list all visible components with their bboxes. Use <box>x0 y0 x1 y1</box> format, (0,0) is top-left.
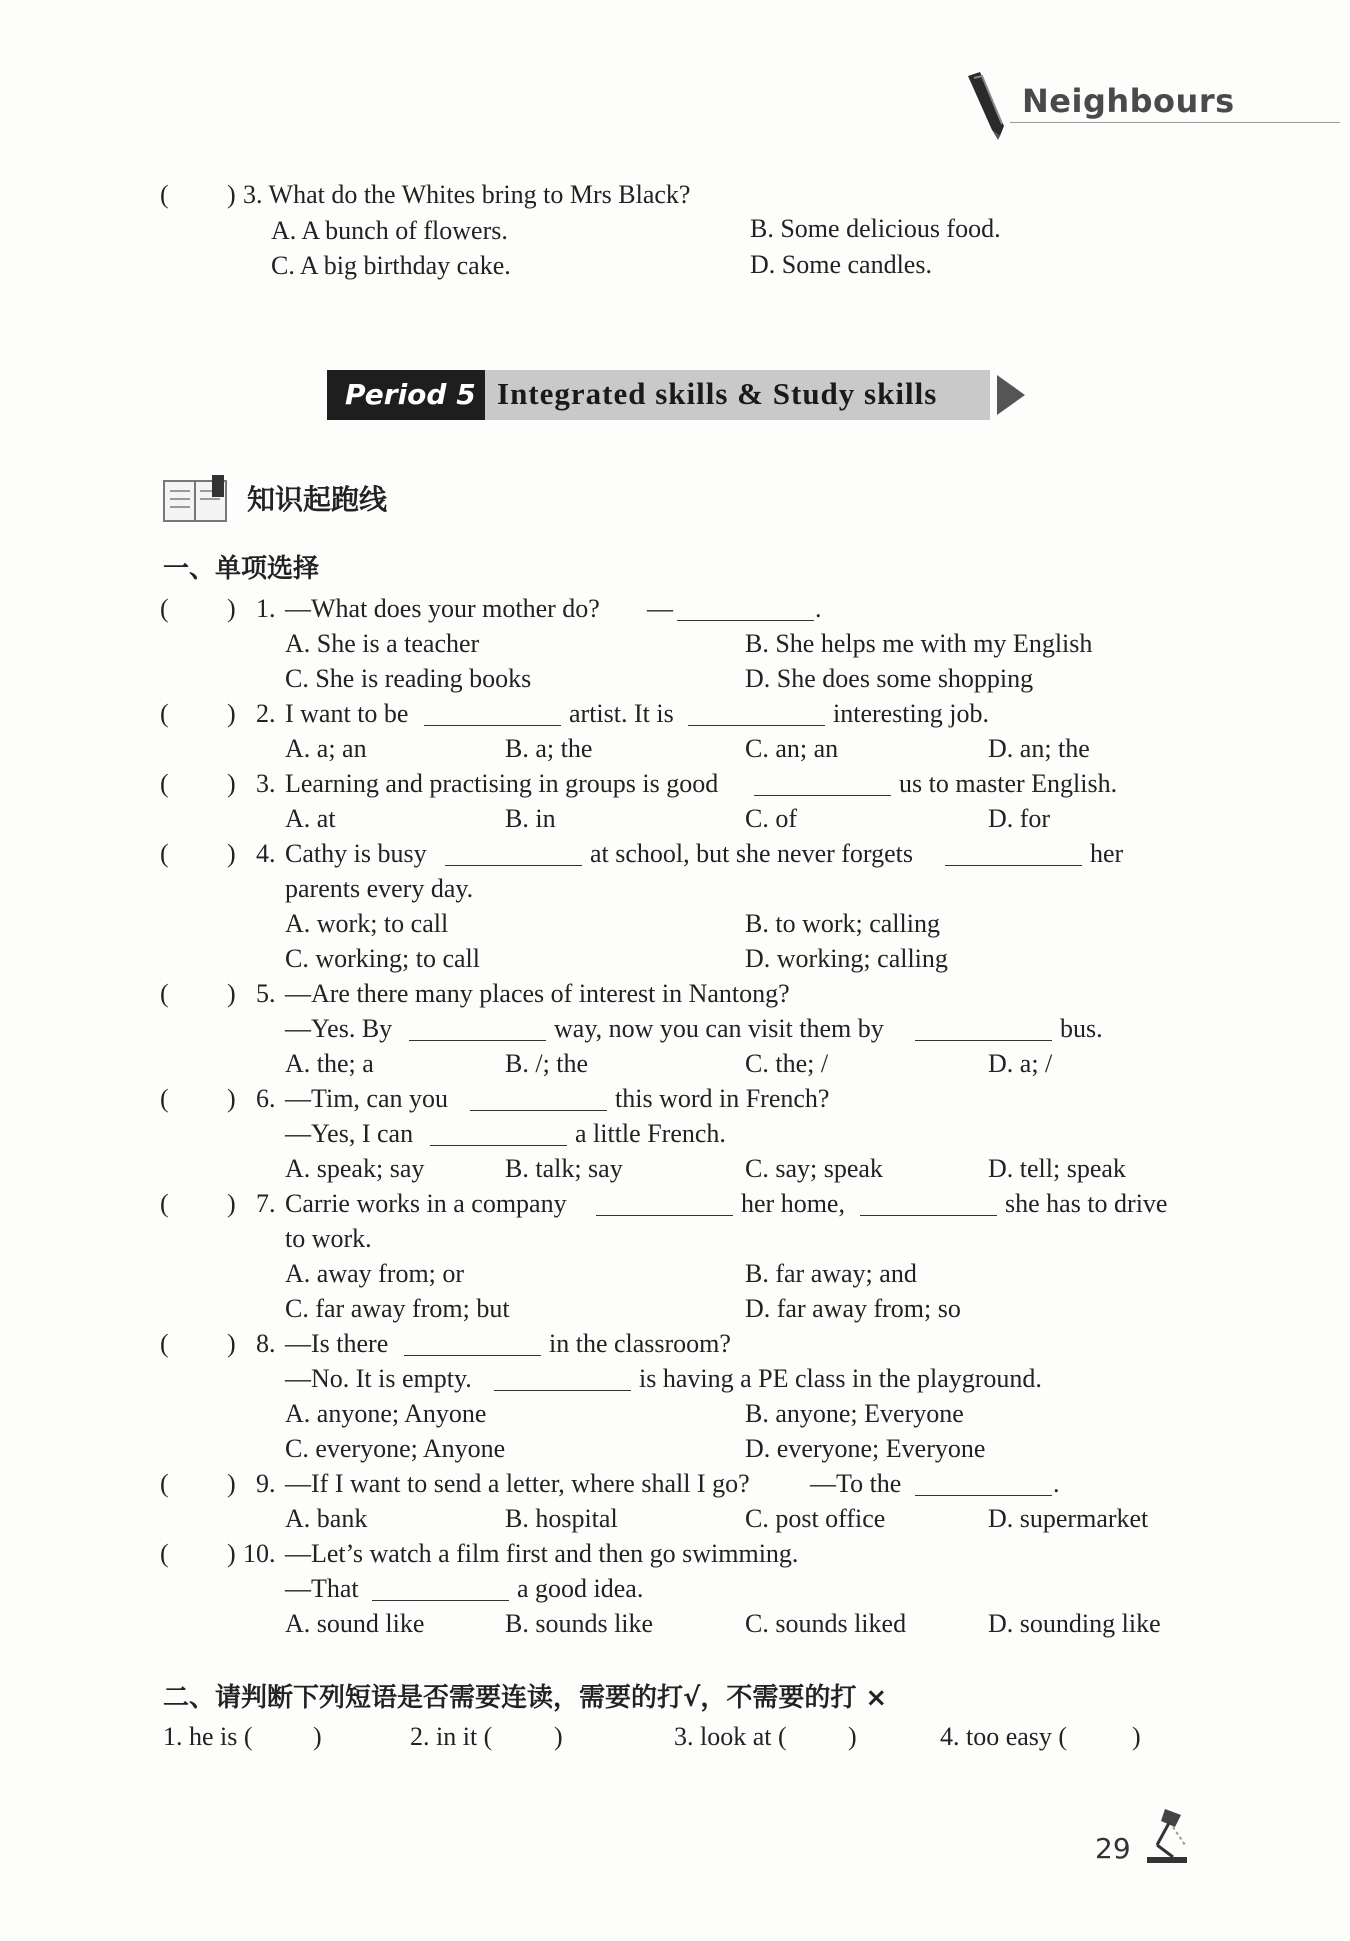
option-a: A. bank <box>285 1504 368 1533</box>
period-label: Period 5 <box>345 378 476 411</box>
answer-blank <box>430 1119 567 1146</box>
option-c: C. say; speak <box>745 1154 883 1183</box>
option-b: B. far away; and <box>745 1259 917 1288</box>
option-b: B. /; the <box>505 1049 589 1078</box>
answer-paren-open: ( <box>160 1329 169 1358</box>
pen-icon <box>960 70 1020 142</box>
page-number: 29 <box>1095 1832 1131 1865</box>
question-stem: us to master English. <box>899 769 1118 798</box>
answer-paren-close: ) <box>227 839 236 868</box>
question-stem: —Tim, can you <box>285 1084 448 1113</box>
question-stem: to work. <box>285 1224 372 1253</box>
question-stem: —Is there <box>285 1329 389 1358</box>
answer-paren-open: ( <box>160 769 169 798</box>
section-heading: 知识起跑线 <box>247 483 388 516</box>
answer-paren-open: ( <box>160 180 169 209</box>
answer-blank <box>404 1329 541 1356</box>
option-b: B. hospital <box>505 1504 618 1533</box>
option-a: A. A bunch of flowers. <box>271 216 508 245</box>
liaison-item: 4. too easy ( <box>940 1722 1068 1751</box>
answer-blank <box>409 1014 546 1041</box>
option-b: B. in <box>505 804 556 833</box>
option-d: D. far away from; so <box>745 1294 961 1323</box>
answer-blank <box>945 839 1082 866</box>
question-number: 9. <box>256 1469 276 1498</box>
question-stem: — <box>647 594 673 623</box>
option-a: A. sound like <box>285 1609 425 1638</box>
answer-paren-close: ) <box>227 699 236 728</box>
question-stem: bus. <box>1060 1014 1103 1043</box>
question-stem: —Are there many places of interest in Nantong? <box>285 979 790 1008</box>
liaison-item: 2. in it ( <box>410 1722 493 1751</box>
question-stem: this word in French? <box>615 1084 830 1113</box>
question-stem: Cathy is busy <box>285 839 427 868</box>
answer-paren-open: ( <box>160 839 169 868</box>
question-stem: . <box>1053 1469 1060 1498</box>
option-d: D. supermarket <box>988 1504 1149 1533</box>
option-d: D. everyone; Everyone <box>745 1434 986 1463</box>
option-a: A. at <box>285 804 336 833</box>
answer-blank <box>445 839 582 866</box>
liaison-item-close: ) <box>848 1722 857 1751</box>
answer-paren-open: ( <box>160 699 169 728</box>
option-a: A. speak; say <box>285 1154 425 1183</box>
header-title: Neighbours <box>1022 82 1235 120</box>
option-c: C. everyone; Anyone <box>285 1434 506 1463</box>
desk-lamp-icon <box>1135 1805 1193 1865</box>
option-d: D. an; the <box>988 734 1090 763</box>
question-stem: artist. It is <box>569 699 674 728</box>
liaison-item-close: ) <box>313 1722 322 1751</box>
liaison-item: 1. he is ( <box>163 1722 253 1751</box>
answer-blank <box>915 1014 1052 1041</box>
answer-paren-close: ) <box>227 1469 236 1498</box>
question-stem: —Yes, I can <box>285 1119 414 1148</box>
question-stem: —No. It is empty. <box>285 1364 472 1393</box>
answer-blank <box>372 1574 509 1601</box>
option-c: C. of <box>745 804 797 833</box>
liaison-item: 3. look at ( <box>674 1722 787 1751</box>
option-a: A. the; a <box>285 1049 374 1078</box>
option-d: D. She does some shopping <box>745 664 1034 693</box>
option-c: C. the; / <box>745 1049 829 1078</box>
question-number: 2. <box>256 699 276 728</box>
question-stem: a good idea. <box>517 1574 644 1603</box>
option-a: A. work; to call <box>285 909 449 938</box>
question-number: 10. <box>243 1539 276 1568</box>
question-stem: parents every day. <box>285 874 474 903</box>
option-d: D. tell; speak <box>988 1154 1126 1183</box>
period-banner <box>327 370 1027 420</box>
answer-paren-open: ( <box>160 979 169 1008</box>
answer-paren-close: ) <box>227 180 236 209</box>
answer-paren-open: ( <box>160 1084 169 1113</box>
answer-blank <box>494 1364 631 1391</box>
question-stem: her <box>1090 839 1124 868</box>
answer-blank <box>688 699 825 726</box>
question-number: 4. <box>256 839 276 868</box>
option-c: C. post office <box>745 1504 886 1533</box>
question-stem: Learning and practising in groups is good <box>285 769 719 798</box>
answer-paren-open: ( <box>160 1539 169 1568</box>
question-stem: —If I want to send a letter, where shall I go? <box>285 1469 750 1498</box>
option-b: B. sounds like <box>505 1609 654 1638</box>
option-d: D. working; calling <box>745 944 948 973</box>
answer-blank <box>470 1084 607 1111</box>
option-d: D. a; / <box>988 1049 1053 1078</box>
part1-heading: 一、单项选择 <box>163 554 320 584</box>
answer-paren-close: ) <box>227 1189 236 1218</box>
book-icon <box>162 475 230 523</box>
option-b: B. Some delicious food. <box>750 214 1001 243</box>
period-title: Integrated skills & Study skills <box>497 376 938 411</box>
arrow-icon <box>997 375 1025 415</box>
question-number: 6. <box>256 1084 276 1113</box>
answer-paren-close: ) <box>227 769 236 798</box>
question-stem: a little French. <box>575 1119 726 1148</box>
part2-heading: 二、请判断下列短语是否需要连读，需要的打√，不需要的打 × <box>163 1683 888 1713</box>
answer-paren-close: ) <box>227 1329 236 1358</box>
question-stem: I want to be <box>285 699 409 728</box>
question-stem: —Yes. By <box>285 1014 393 1043</box>
option-b: B. a; the <box>505 734 593 763</box>
header-rule <box>1010 122 1340 123</box>
answer-paren-close: ) <box>227 1084 236 1113</box>
option-c: C. A big birthday cake. <box>271 251 511 280</box>
question-stem: at school, but she never forgets <box>590 839 913 868</box>
question-stem: —To the <box>810 1469 902 1498</box>
question-stem: is having a PE class in the playground. <box>639 1364 1042 1393</box>
answer-blank <box>860 1189 997 1216</box>
question-stem: —What does your mother do? <box>285 594 600 623</box>
option-a: A. She is a teacher <box>285 629 480 658</box>
liaison-item-close: ) <box>1132 1722 1141 1751</box>
option-b: B. anyone; Everyone <box>745 1399 964 1428</box>
question-stem: —Let’s watch a film first and then go swimming. <box>285 1539 799 1568</box>
question-stem: Carrie works in a company <box>285 1189 567 1218</box>
option-a: A. away from; or <box>285 1259 465 1288</box>
option-b: B. to work; calling <box>745 909 940 938</box>
option-d: D. sounding like <box>988 1609 1161 1638</box>
option-a: A. a; an <box>285 734 367 763</box>
answer-paren-close: ) <box>227 1539 236 1568</box>
question-stem: 3. What do the Whites bring to Mrs Black? <box>243 180 691 209</box>
question-stem: interesting job. <box>833 699 989 728</box>
question-stem: —That <box>285 1574 359 1603</box>
answer-paren-open: ( <box>160 1469 169 1498</box>
option-b: B. talk; say <box>505 1154 623 1183</box>
answer-blank <box>424 699 561 726</box>
option-d: D. for <box>988 804 1051 833</box>
option-b: B. She helps me with my English <box>745 629 1093 658</box>
answer-blank <box>677 594 814 621</box>
answer-blank <box>915 1469 1052 1496</box>
option-c: C. working; to call <box>285 944 480 973</box>
question-number: 5. <box>256 979 276 1008</box>
answer-blank <box>596 1189 733 1216</box>
option-d: D. Some candles. <box>750 250 932 279</box>
answer-paren-open: ( <box>160 1189 169 1218</box>
question-number: 8. <box>256 1329 276 1358</box>
answer-paren-close: ) <box>227 594 236 623</box>
answer-blank <box>754 769 891 796</box>
answer-paren-close: ) <box>227 979 236 1008</box>
question-number: 3. <box>256 769 276 798</box>
option-c: C. far away from; but <box>285 1294 510 1323</box>
option-a: A. anyone; Anyone <box>285 1399 487 1428</box>
question-stem: . <box>815 594 822 623</box>
question-number: 7. <box>256 1189 276 1218</box>
option-c: C. She is reading books <box>285 664 532 693</box>
answer-paren-open: ( <box>160 594 169 623</box>
option-c: C. sounds liked <box>745 1609 907 1638</box>
question-number: 1. <box>256 594 276 623</box>
option-c: C. an; an <box>745 734 839 763</box>
question-stem: she has to drive <box>1005 1189 1168 1218</box>
question-stem: way, now you can visit them by <box>554 1014 884 1043</box>
question-stem: her home, <box>741 1189 845 1218</box>
liaison-item-close: ) <box>554 1722 563 1751</box>
question-stem: in the classroom? <box>549 1329 731 1358</box>
